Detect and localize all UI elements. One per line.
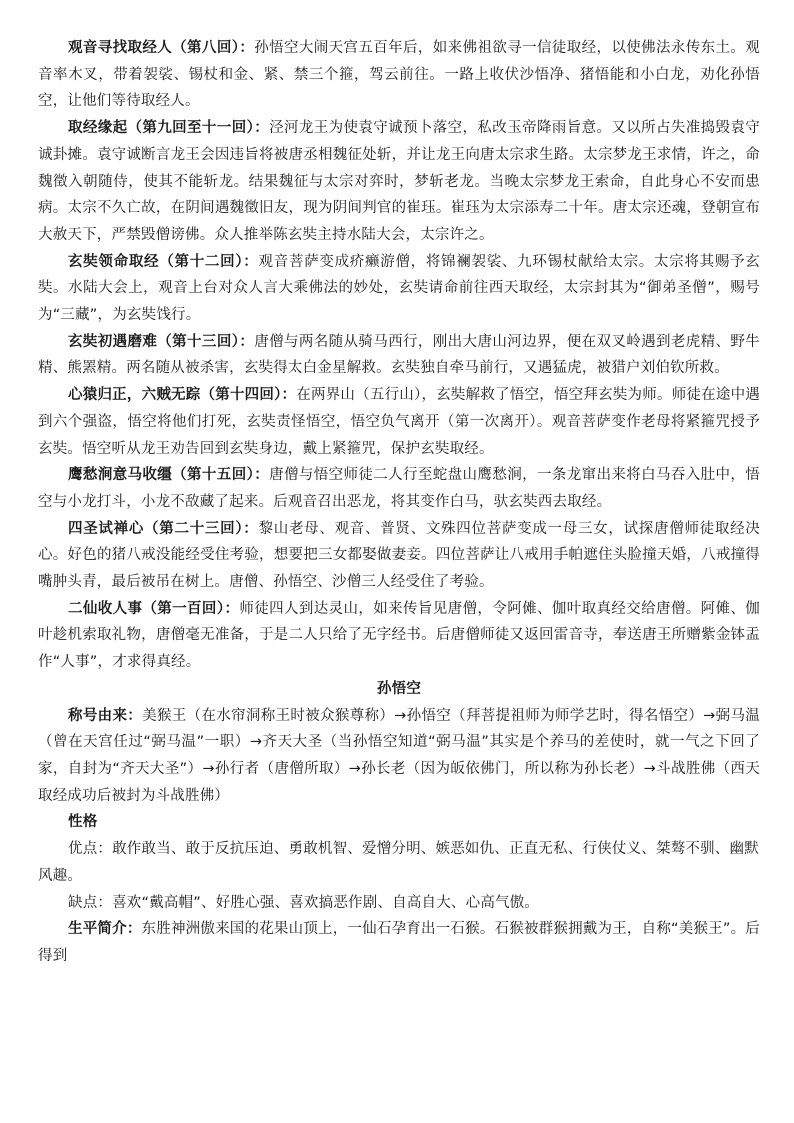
traits-pros: 优点：敢作敢当、敢于反抗压迫、勇敢机智、爱憎分明、嫉恶如仇、正直无私、行侠仗义、桀骜不驯、幽默风趣。 bbox=[38, 841, 759, 884]
section-body: 在两界山（五行山），玄奘解救了悟空，悟空拜玄奘为师。师徒在途中遇到六个强盗，悟空将他们打死，玄奘责怪悟空，悟空负气离开（第一次离开）。观音菩萨变作老母将紧箍咒授予玄奘。悟空听从龙王劝告回到玄奘身边，戴上紧箍咒，保护玄奘取经。 bbox=[38, 387, 761, 457]
traits-heading: 性格 bbox=[68, 814, 98, 831]
character-title: 孙悟空 bbox=[376, 680, 422, 697]
traits-cons: 缺点：喜欢“戴高帽”、好胜心强、喜欢搞恶作剧、自高自大、心高气傲。 bbox=[68, 894, 540, 911]
section-heart-monkey bbox=[38, 382, 760, 462]
section-heading: 取经缘起（第九回至十一回）： bbox=[68, 120, 270, 137]
section-body: 孙悟空大闹天宫五百年后，如来佛祖欲寻一信徒取经，以使佛法永传东土。观音率木叉，带着袈裟、锡杖和金、紧、禁三个箍，驾云前往。一路上收伏沙悟净、猪悟能和小白龙，劝化孙悟空，让他们等待取经人。 bbox=[38, 40, 761, 110]
section-body: 唐僧与两名随从骑马西行，刚出大唐山河边界，便在双叉岭遇到老虎精、野牛精、熊罴精。两名随从被杀害，玄奘得太白金星解救。玄奘独自牵马前行，又遇猛虎，被猎户刘伯钦所救。 bbox=[38, 333, 761, 377]
section-heading: 玄奘领命取经（第十二回）： bbox=[68, 253, 259, 270]
section-heading: 四圣试禅心（第二十三回）： bbox=[68, 520, 259, 537]
section-body: 观音菩萨变成疥癞游僧，将锦襕袈裟、九环锡杖献给太宗。太宗将其赐予玄奘。水陆大会上，观音上台对众人言大乘佛法的妙处，玄奘请命前往西天取经，太宗封其为“御弟圣僧”，赐号为“三藏”，为玄奘饯行。 bbox=[38, 253, 760, 324]
section-origin bbox=[38, 115, 760, 249]
character-bio bbox=[38, 916, 760, 969]
section-two-immortals bbox=[38, 596, 760, 676]
document-page bbox=[38, 35, 760, 970]
section-body: 黎山老母、观音、普贤、文殊四位菩萨变成一母三女，试探唐僧师徒取经决心。好色的猪八戒没能经受住考验，想要把三女都娶做妻妾。四位菩萨让八戒用手帕遮住头脸撞天婚，八戒撞得嘴肿头青，最后被吊在树上。唐僧、孙悟空、沙僧三人经受住了考验。 bbox=[38, 520, 760, 591]
section-xuanzang-mission bbox=[38, 249, 760, 329]
section-heading: 鹰愁涧意马收缰（第十五回）： bbox=[68, 467, 270, 484]
section-heading: 观音寻找取经人（第八回）： bbox=[68, 40, 255, 56]
section-eagle-gorge bbox=[38, 462, 760, 515]
section-body: 泾河龙王为使袁守诚预卜落空，私改玉帝降雨旨意。又以所占失准捣毁袁守诚卦摊。袁守诚断言龙王会因违旨将被唐丞相魏征处斩，并让龙王向唐太宗求生路。太宗梦龙王求情，许之，命魏徵入朝随侍，使其不能斩龙。结果魏征与太宗对弈时，梦斩老龙。当晚太宗梦龙王索命，自此身心不安而患病。太宗不久亡故，在阴间遇魏徵旧友，现为阴间判官的崔珏。崔珏为太宗添寿二十年。唐太宗还魂，登朝宣布大赦天下，严禁毁僧谤佛。众人推举陈玄奘主持水陆大会，太宗许之。 bbox=[38, 120, 760, 243]
section-heading: 玄奘初遇磨难（第十三回）： bbox=[68, 333, 255, 350]
names-body: 美猴王（在水帘洞称王时被众猴尊称）→孙悟空（拜菩提祖师为师学艺时，得名悟空）→弼马温（曾在天宫任过“弼马温”一职）→齐天大圣（当孙悟空知道“弼马温”其实是个养马的差使时，就一气之下回了家，自封为“齐天大圣”）→孙行者（唐僧所取）→孙长老（因为皈依佛门，所以称为孙长老）→斗战胜佛（西天取经成功后被封为斗战胜佛） bbox=[38, 707, 761, 804]
character-names bbox=[38, 703, 760, 810]
bio-heading: 生平简介： bbox=[68, 921, 142, 938]
section-body: 唐僧与悟空师徒二人行至蛇盘山鹰愁涧，一条龙窜出来将白马吞入肚中，悟空与小龙打斗，小龙不敌藏了起来。后观音召出恶龙，将其变作白马，驮玄奘西去取经。 bbox=[38, 467, 760, 510]
section-heading: 心猿归正，六贼无踪（第十四回）： bbox=[68, 387, 297, 404]
section-body: 师徒四人到达灵山，如来传旨见唐僧，令阿傩、伽叶取真经交给唐僧。阿傩、伽叶趁机索取礼物，唐僧毫无准备，于是二人只给了无字经书。后唐僧师徒又返回雷音寺，奉送唐王所赠紫金钵盂作“人事”，才求得真经。 bbox=[38, 600, 760, 671]
section-four-saints bbox=[38, 516, 760, 596]
names-heading: 称号由来： bbox=[68, 707, 143, 724]
section-guanyin-seeks bbox=[38, 35, 760, 115]
bio-body: 东胜神洲傲来国的花果山顶上，一仙石孕育出一石猴。石猴被群猴拥戴为王，自称“美猴王”。后得到 bbox=[38, 921, 761, 964]
section-heading: 二仙收人事（第一百回）： bbox=[68, 600, 240, 617]
section-first-hardship bbox=[38, 329, 760, 382]
